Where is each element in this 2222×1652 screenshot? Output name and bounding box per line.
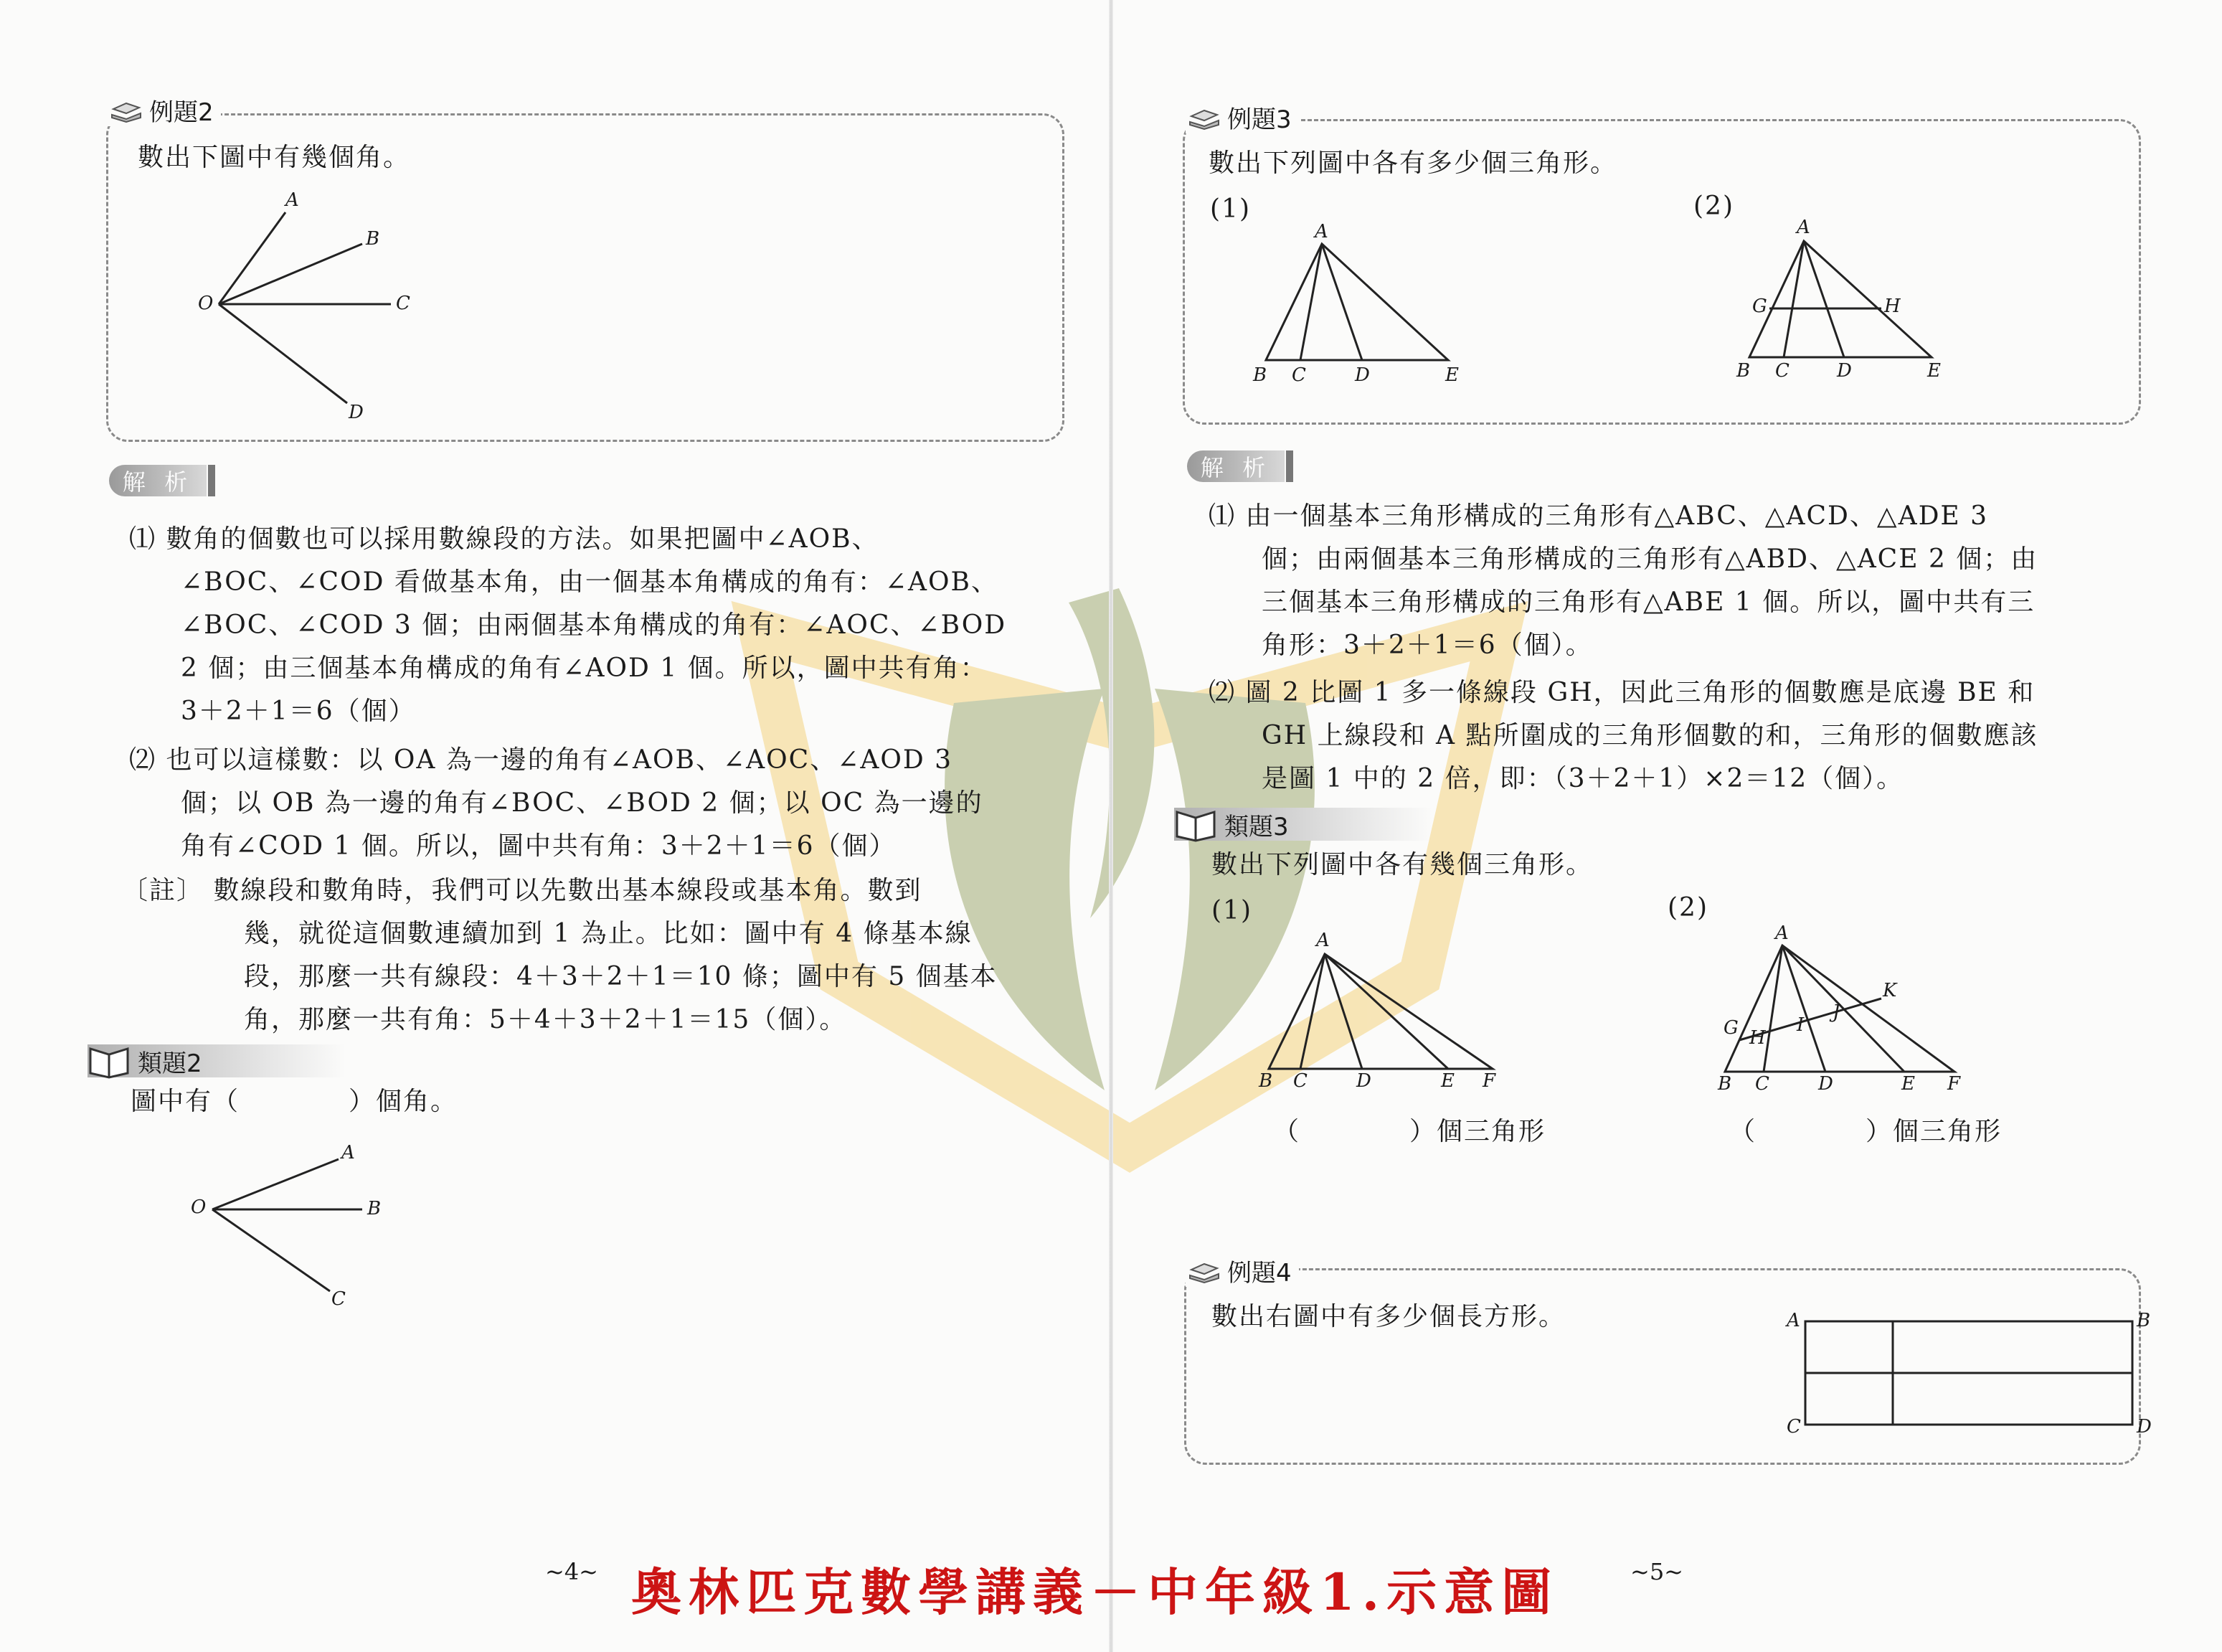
point-o-label: O xyxy=(198,293,214,314)
ray-oa-2 xyxy=(212,1159,339,1209)
point-b-label: B xyxy=(366,228,380,250)
p3-f2-point-k: K xyxy=(1883,980,1897,1001)
practice2-point-c: C xyxy=(331,1288,346,1310)
practice2-tag-label: 類題2 xyxy=(138,1049,202,1078)
analysis-tag-right: 解 析 xyxy=(1187,450,1285,482)
ex3-f2-point-b: B xyxy=(1736,360,1751,382)
practice2-question: 圖中有（ ）個角。 xyxy=(131,1087,458,1116)
book-stack-icon xyxy=(1188,105,1220,129)
note-line4: 角，那麼一共有角：5＋4＋3＋2＋1＝15（個）。 xyxy=(244,1005,847,1034)
p3-f1-point-e: E xyxy=(1441,1070,1455,1092)
example2-question: 數出下圖中有幾個角。 xyxy=(138,143,411,172)
note-line2: 幾，就從這個數連續加到 1 為止。比如：圖中有 4 條基本線 xyxy=(244,919,973,948)
practice2-point-o: O xyxy=(191,1196,207,1218)
example4-tag xyxy=(1186,1254,1299,1287)
p3-f2-point-b: B xyxy=(1718,1073,1732,1095)
p3-f2-point-h: H xyxy=(1749,1027,1766,1049)
ex3-f2-point-h: H xyxy=(1884,296,1901,317)
p3-f2-point-g: G xyxy=(1724,1017,1739,1039)
r-analysis-p2-line1: ⑵ 圖 2 比圖 1 多一條線段 GH，因此三角形的個數應是底邊 BE 和 xyxy=(1209,678,2036,707)
ex3-f2-point-e: E xyxy=(1927,360,1941,382)
ex3-f1-point-b: B xyxy=(1253,364,1267,386)
p3-f2-point-d: D xyxy=(1818,1073,1833,1095)
r-analysis-p1-line4: 角形：3＋2＋1＝6（個）。 xyxy=(1262,631,1593,660)
example3-question: 數出下列圖中各有多少個三角形。 xyxy=(1209,148,1618,178)
right-page xyxy=(1111,0,2222,1652)
example2-tag-label: 例題2 xyxy=(149,98,214,127)
r-analysis-p2-line2: GH 上線段和 A 點所圍成的三角形個數的和，三角形的個數應該 xyxy=(1262,721,2038,750)
p3-f2-point-i: I xyxy=(1797,1014,1805,1036)
ex3-f2-point-a: A xyxy=(1797,217,1810,238)
r-analysis-p1-line2: 個；由兩個基本三角形構成的三角形有△ABD、△ACE 2 個；由 xyxy=(1262,544,2038,574)
example4-question: 數出右圖中有多少個長方形。 xyxy=(1211,1302,1566,1331)
r-analysis-p1-line3: 三個基本三角形構成的三角形有△ABE 1 個。所以，圖中共有三 xyxy=(1262,587,2036,617)
practice2-point-a: A xyxy=(341,1142,355,1164)
p3-f2-point-c: C xyxy=(1755,1073,1769,1095)
ex4-point-c: C xyxy=(1787,1416,1801,1438)
practice2-tag xyxy=(88,1044,346,1077)
ex3-f2-point-c: C xyxy=(1775,360,1790,382)
p3-f1-point-a: A xyxy=(1316,930,1330,951)
practice3-tag-label: 類題3 xyxy=(1224,812,1289,841)
analysis-p1-line1: ⑴ 數角的個數也可以採用數線段的方法。如果把圖中∠AOB、 xyxy=(129,524,879,554)
note-line1: 〔註〕 數線段和數角時，我們可以先數出基本線段或基本角。數到 xyxy=(122,876,922,905)
practice3-answer1: （ ）個三角形 xyxy=(1273,1117,1546,1146)
page-number-right: ~5~ xyxy=(1630,1558,1683,1585)
page-number-left: ~4~ xyxy=(545,1558,598,1585)
practice3-fig2-label: (2) xyxy=(1668,893,1708,922)
ex3-f2-point-d: D xyxy=(1837,360,1852,382)
practice3-tag xyxy=(1174,808,1432,841)
ray-oc-2 xyxy=(212,1209,330,1291)
note-line3: 段，那麼一共有線段：4＋3＋2＋1＝10 條；圖中有 5 個基本 xyxy=(244,962,998,991)
analysis-p2-line3: 角有∠COD 1 個。所以，圖中共有角：3＋2＋1＝6（個） xyxy=(181,831,897,861)
p3-f2-point-j: J xyxy=(1833,1001,1840,1023)
open-book-icon xyxy=(88,1042,131,1079)
footer-title: 奧林匹克數學講義－中年級1.示意圖 xyxy=(631,1562,1559,1622)
analysis-tag: 解 析 xyxy=(109,465,207,496)
practice3-answer2: （ ）個三角形 xyxy=(1729,1117,2003,1146)
example3-fig2-label: (2) xyxy=(1693,192,1734,221)
p3-f1-point-f: F xyxy=(1483,1070,1496,1092)
practice3-fig1-label: (1) xyxy=(1211,896,1252,925)
ex4-point-d: D xyxy=(2137,1416,2152,1438)
example3-tag xyxy=(1186,100,1299,133)
point-a-label: A xyxy=(285,189,299,211)
example3-fig1-label: (1) xyxy=(1210,194,1251,224)
point-c-label: C xyxy=(396,293,410,314)
p3-f2-point-e: E xyxy=(1901,1073,1915,1095)
p3-f1-point-c: C xyxy=(1293,1070,1308,1092)
ex4-point-b: B xyxy=(2137,1310,2151,1331)
example4-tag-label: 例題4 xyxy=(1227,1258,1292,1288)
ex3-f1-point-e: E xyxy=(1445,364,1459,386)
r-analysis-p1-line1: ⑴ 由一個基本三角形構成的三角形有△ABC、△ACD、△ADE 3 xyxy=(1209,501,1989,531)
ex3-f1-point-a: A xyxy=(1315,221,1328,242)
ex3-f1-point-d: D xyxy=(1355,364,1370,386)
book-stack-icon xyxy=(110,98,142,122)
p3-f2-point-f: F xyxy=(1947,1073,1961,1095)
analysis-p2-line2: 個；以 OB 為一邊的角有∠BOC、∠BOD 2 個；以 OC 為一邊的 xyxy=(181,788,983,818)
ex3-f2-point-g: G xyxy=(1752,296,1767,317)
analysis-p2-line1: ⑵ 也可以這樣數：以 OA 為一邊的角有∠AOB、∠AOC、∠AOD 3 xyxy=(129,745,953,775)
point-d-label: D xyxy=(349,402,364,423)
p3-f2-point-a: A xyxy=(1775,922,1789,944)
p3-f1-point-d: D xyxy=(1356,1070,1371,1092)
open-book-icon xyxy=(1174,805,1217,842)
book-stack-icon xyxy=(1188,1258,1220,1283)
ex3-f1-point-c: C xyxy=(1292,364,1306,386)
analysis-p1-line5: 3＋2＋1＝6（個） xyxy=(181,697,416,726)
p3-f1-point-b: B xyxy=(1259,1070,1273,1092)
r-analysis-p2-line3: 是圖 1 中的 2 倍，即：（3＋2＋1）×2＝12（個）。 xyxy=(1262,764,1904,793)
analysis-p1-line4: 2 個；由三個基本角構成的角有∠AOD 1 個。所以，圖中共有角： xyxy=(181,653,988,683)
ex4-point-a: A xyxy=(1787,1310,1800,1331)
example2-tag xyxy=(108,93,221,126)
example3-tag-label: 例題3 xyxy=(1227,105,1292,134)
practice3-question: 數出下列圖中各有幾個三角形。 xyxy=(1211,850,1594,879)
practice2-point-b: B xyxy=(367,1198,382,1219)
analysis-p1-line3: ∠BOC、∠COD 3 個；由兩個基本角構成的角有：∠AOC、∠BOD xyxy=(181,610,1007,640)
analysis-p1-line2: ∠BOC、∠COD 看做基本角，由一個基本角構成的角有：∠AOB、 xyxy=(181,567,999,597)
